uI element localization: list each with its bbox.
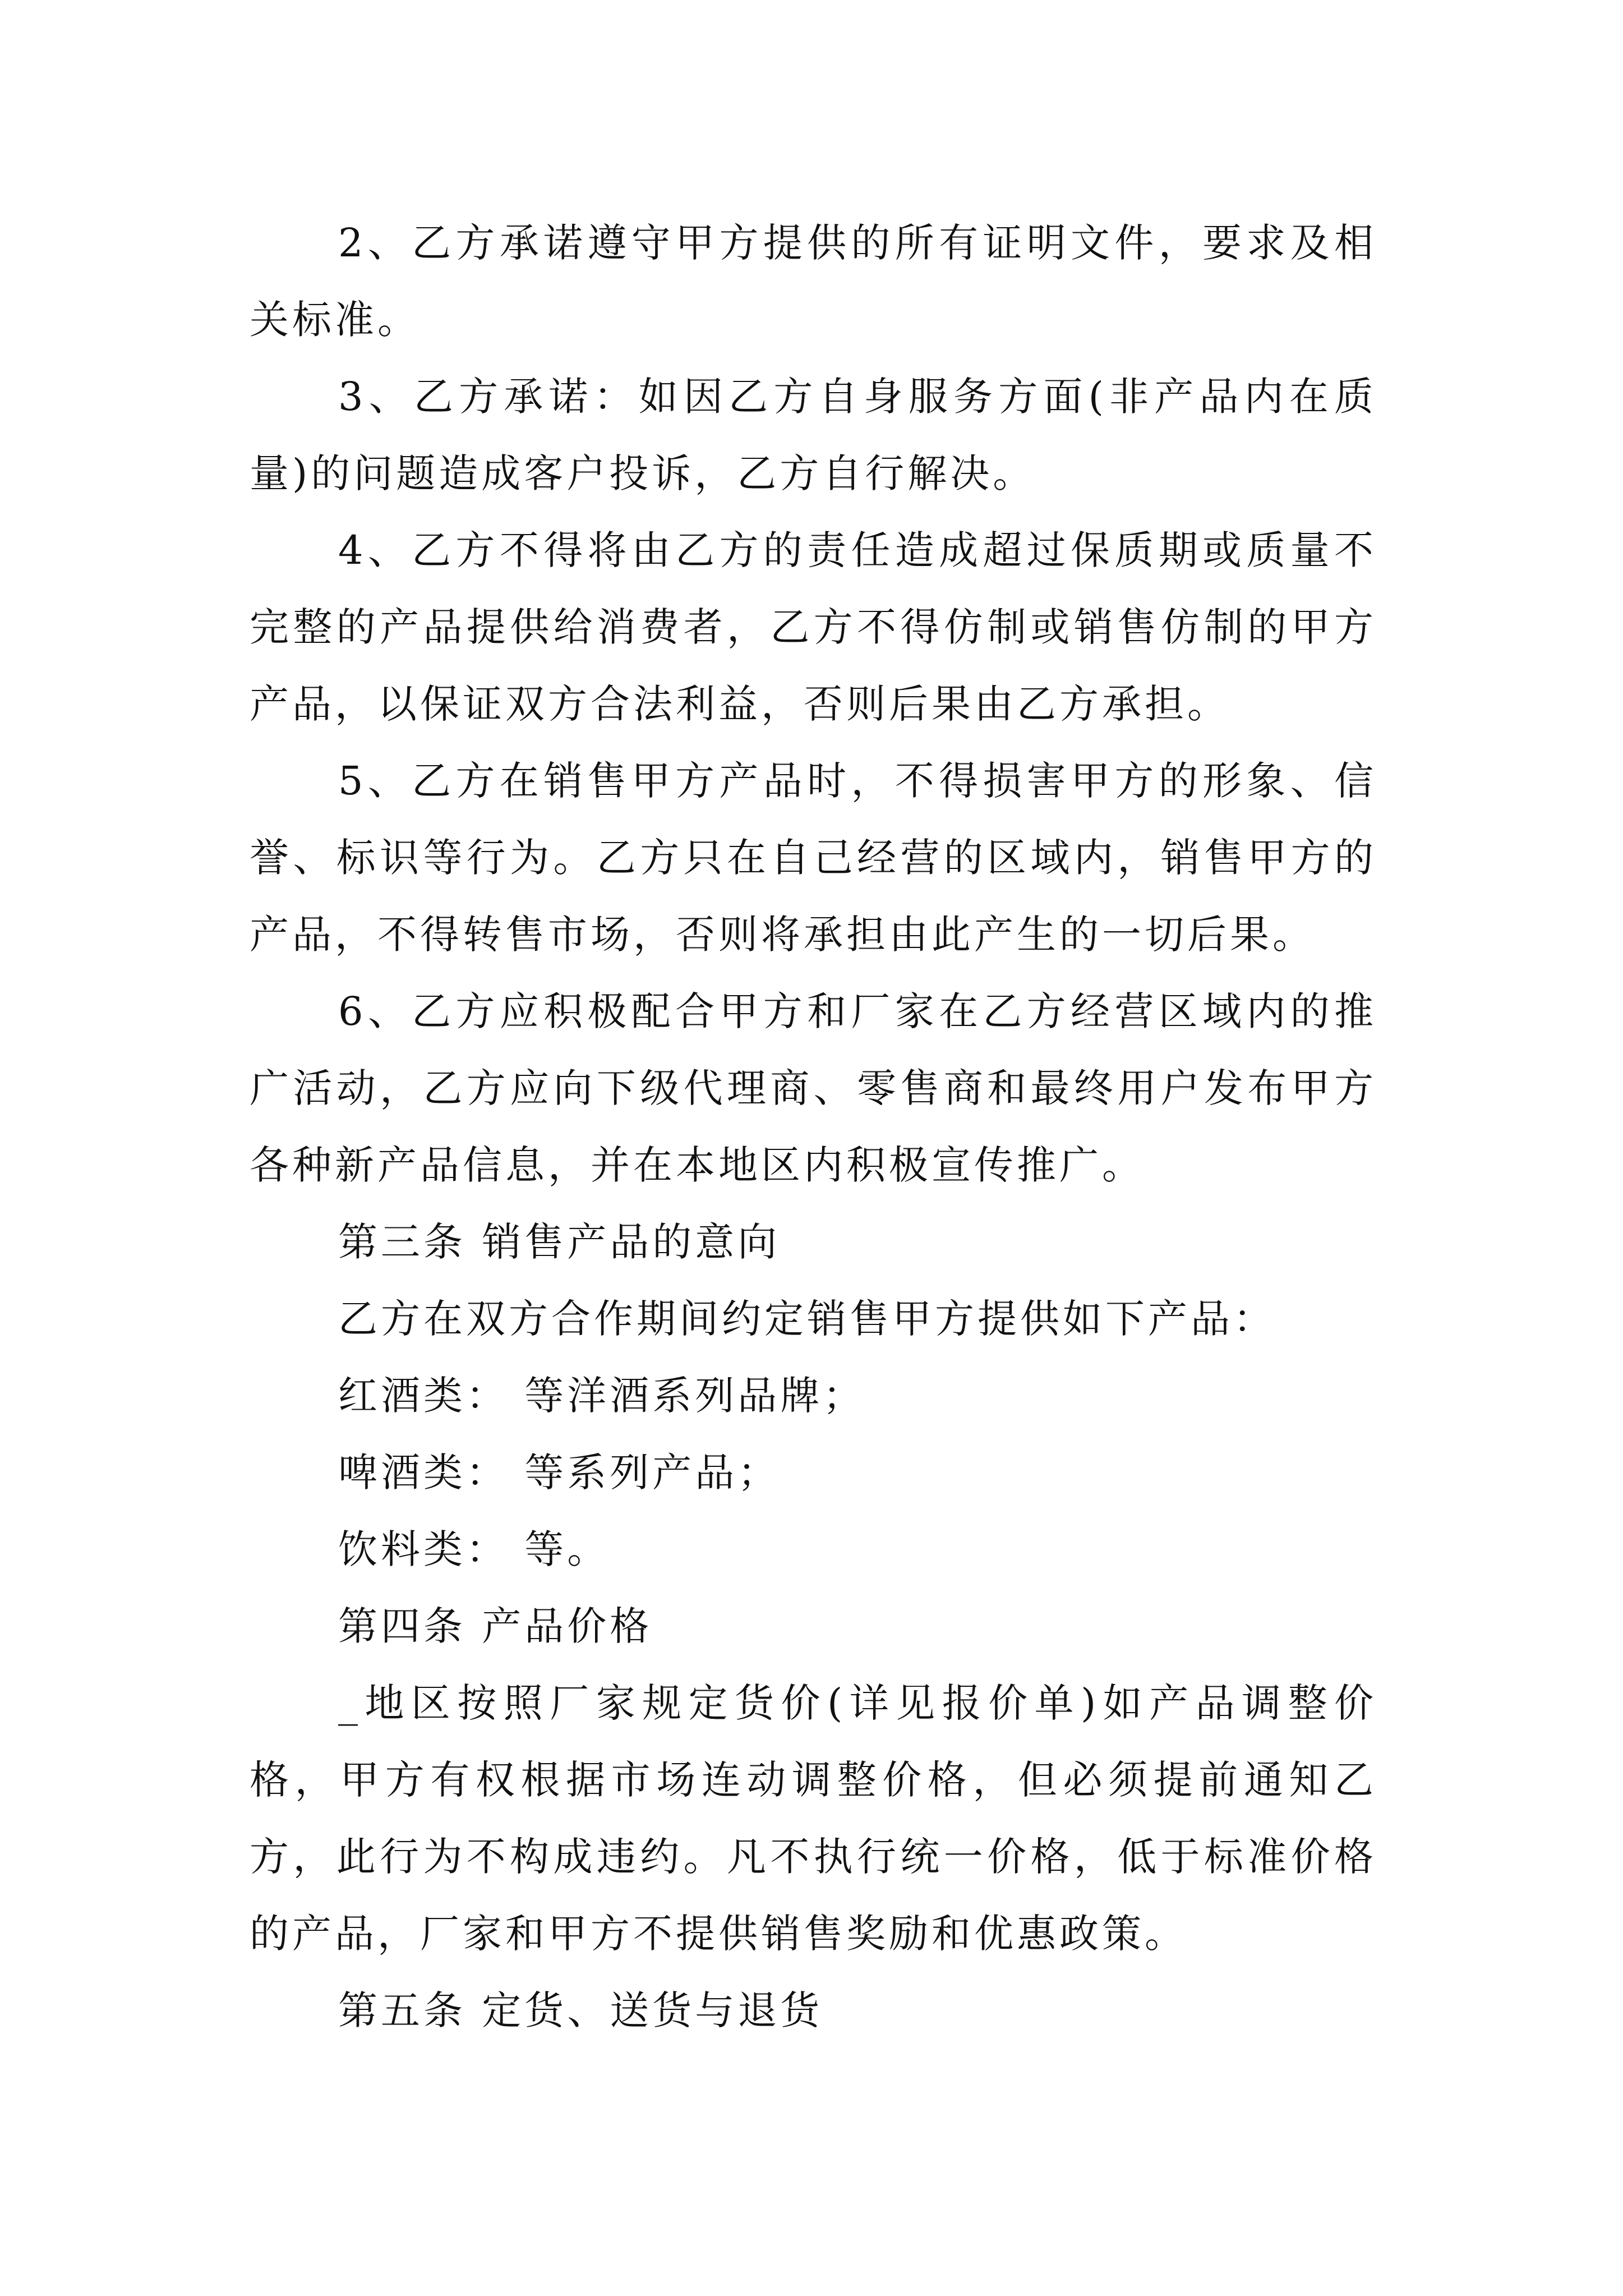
document-body	[250, 205, 1377, 2049]
clause-2: 2、乙方承诺遵守甲方提供的所有证明文件，要求及相关标准。	[250, 220, 1377, 343]
clause-4: 4、乙方不得将由乙方的责任造成超过保质期或质量不完整的产品提供给消费者，乙方不得仿制或销售仿制的甲方产品，以保证双方合法利益，否则后果由乙方承担。	[250, 527, 1377, 727]
product-item-beverage: 饮料类： 等。	[338, 1526, 610, 1572]
clause-3: 3、乙方承诺：如因乙方自身服务方面(非产品内在质量)的问题造成客户投诉，乙方自行解决。	[250, 374, 1377, 496]
article-5-heading: 第五条 定货、送货与退货	[338, 1987, 823, 2033]
article-3-heading: 第三条 销售产品的意向	[338, 1219, 781, 1265]
article-4-heading: 第四条 产品价格	[338, 1603, 653, 1649]
product-item-beer: 啤酒类： 等系列产品；	[338, 1450, 781, 1496]
product-item-wine: 红酒类： 等洋酒系列品牌；	[338, 1373, 866, 1419]
article-4-body: _地区按照厂家规定货价(详见报价单)如产品调整价格，甲方有权根据市场连动调整价格，但必须提前通知乙方，此行为不构成违约。凡不执行统一价格，低于标准价格的产品，厂家和甲方不提供销售奖励和优惠政策。	[250, 1680, 1377, 1957]
article-3-intro: 乙方在双方合作期间约定销售甲方提供如下产品：	[338, 1296, 1276, 1342]
clause-5: 5、乙方在销售甲方产品时，不得损害甲方的形象、信誉、标识等行为。乙方只在自己经营的区域内，销售甲方的产品，不得转售市场，否则将承担由此产生的一切后果。	[250, 758, 1377, 958]
clause-6: 6、乙方应积极配合甲方和厂家在乙方经营区域内的推广活动，乙方应向下级代理商、零售商和最终用户发布甲方各种新产品信息，并在本地区内积极宣传推广。	[250, 988, 1377, 1188]
